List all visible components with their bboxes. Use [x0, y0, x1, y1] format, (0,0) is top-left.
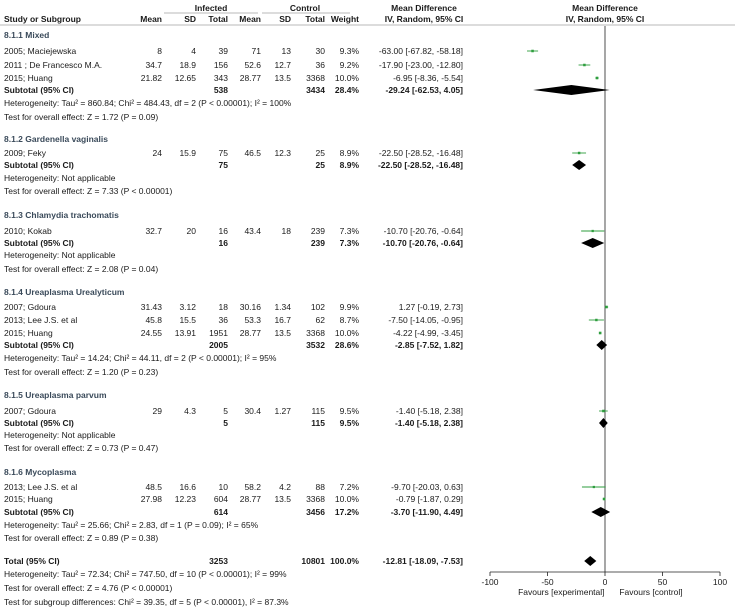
header-study: Study or Subgroup: [4, 14, 81, 24]
control-total: 3368: [306, 328, 325, 338]
subtotal-weight: 28.6%: [334, 340, 359, 350]
subtotal-label: Subtotal (95% CI): [4, 160, 74, 170]
control-mean: 28.77: [239, 73, 261, 83]
infected-total: 1951: [209, 328, 228, 338]
control-sd: 18: [281, 226, 291, 236]
control-sd: 4.2: [279, 482, 291, 492]
header-infected-mean: Mean: [140, 14, 162, 24]
infected-total: 5: [223, 406, 228, 416]
infected-total: 343: [213, 73, 228, 83]
infected-total: 39: [218, 46, 228, 56]
infected-sd: 20: [186, 226, 196, 236]
statistics-note: Test for overall effect: Z = 0.73 (P = 0.47): [4, 443, 159, 453]
infected-sd: 13.91: [174, 328, 196, 338]
statistics-note: Heterogeneity: Tau² = 72.34; Chi² = 747.50, df = 10 (P < 0.00001); I² = 99%: [4, 569, 287, 579]
total-label: Total (95% CI): [4, 556, 60, 566]
control-mean: 30.16: [239, 302, 261, 312]
total-mean-difference-ci: -12.81 [-18.09, -7.53]: [382, 556, 463, 566]
statistics-note: Heterogeneity: Not applicable: [4, 430, 116, 440]
mean-difference-ci: -63.00 [-67.82, -58.18]: [378, 46, 463, 56]
control-mean: 53.3: [244, 315, 261, 325]
mean-difference-ci: -6.95 [-8.36, -5.54]: [393, 73, 463, 83]
control-sd: 13.5: [274, 328, 291, 338]
control-mean: 46.5: [244, 148, 261, 158]
infected-mean: 24: [152, 148, 162, 158]
infected-total: 36: [218, 315, 228, 325]
subtotal-control-total: 115: [311, 418, 325, 428]
study-label: 2013; Lee J.S. et al: [4, 315, 78, 325]
subtotal-mean-difference-ci: -1.40 [-5.18, 2.38]: [394, 418, 463, 428]
control-sd: 16.7: [274, 315, 291, 325]
total-diamond: [584, 556, 596, 566]
subgroup-heading: 8.1.1 Mixed: [4, 30, 50, 40]
infected-mean: 27.98: [140, 494, 162, 504]
mean-difference-ci: -10.70 [-20.76, -0.64]: [383, 226, 463, 236]
study-weight: 9.3%: [339, 46, 359, 56]
header-infected-sd: SD: [184, 14, 196, 24]
statistics-note: Heterogeneity: Tau² = 14.24; Chi² = 44.11, df = 2 (P < 0.00001); I² = 95%: [4, 353, 277, 363]
subtotal-diamond: [591, 507, 610, 517]
study-weight: 7.2%: [339, 482, 359, 492]
study-weight: 9.9%: [339, 302, 359, 312]
control-total: 25: [315, 148, 325, 158]
total-control-total: 10801: [301, 556, 325, 566]
study-point-estimate: [599, 332, 602, 335]
subtotal-control-total: 239: [310, 238, 325, 248]
infected-mean: 31.43: [140, 302, 162, 312]
control-total: 239: [310, 226, 325, 236]
study-point-estimate: [592, 230, 594, 232]
subgroup-heading: 8.1.6 Mycoplasma: [4, 467, 77, 477]
total-weight: 100.0%: [330, 556, 359, 566]
control-total: 102: [310, 302, 325, 312]
study-point-estimate: [595, 319, 597, 321]
subtotal-mean-difference-ci: -29.24 [-62.53, 4.05]: [385, 85, 463, 95]
control-sd: 13: [281, 46, 291, 56]
study-weight: 9.5%: [339, 406, 359, 416]
control-total: 88: [315, 482, 325, 492]
control-total: 3368: [306, 494, 325, 504]
mean-difference-ci: -9.70 [-20.03, 0.63]: [391, 482, 463, 492]
subtotal-infected-total: 5: [223, 418, 228, 428]
statistics-note: Heterogeneity: Not applicable: [4, 173, 116, 183]
subtotal-diamond: [599, 418, 608, 428]
infected-total: 16: [218, 226, 228, 236]
control-sd: 13.5: [274, 494, 291, 504]
study-point-estimate: [602, 410, 605, 413]
x-tick-label: 100: [712, 577, 728, 587]
study-label: 2015; Huang: [4, 494, 53, 504]
statistics-note: Test for overall effect: Z = 4.76 (P < 0.00001): [4, 583, 173, 593]
group-header-infected: Infected: [194, 3, 228, 13]
study-weight: 8.7%: [339, 315, 359, 325]
study-label: 2015; Huang: [4, 328, 53, 338]
study-label: 2007; Gdoura: [4, 302, 56, 312]
statistics-note: Test for overall effect: Z = 2.08 (P = 0.04): [4, 264, 159, 274]
header-control-mean: Mean: [239, 14, 261, 24]
control-mean: 71: [251, 46, 261, 56]
header-method-table: IV, Random, 95% CI: [384, 14, 464, 24]
infected-mean: 29: [152, 406, 162, 416]
subtotal-control-total: 3532: [306, 340, 325, 350]
header-weight: Weight: [330, 14, 359, 24]
control-mean: 43.4: [244, 226, 261, 236]
control-sd: 1.27: [274, 406, 291, 416]
study-point-estimate: [605, 306, 608, 309]
study-label: 2015; Huang: [4, 73, 53, 83]
infected-sd: 15.5: [179, 315, 196, 325]
subtotal-control-total: 3456: [306, 507, 325, 517]
infected-sd: 16.6: [179, 482, 196, 492]
statistics-note: Test for overall effect: Z = 1.20 (P = 0.23): [4, 367, 159, 377]
infected-total: 18: [218, 302, 228, 312]
header-control-sd: SD: [279, 14, 291, 24]
study-label: 2011 ; De Francesco M.A.: [4, 60, 103, 70]
infected-total: 604: [213, 494, 228, 504]
study-point-estimate: [531, 50, 534, 53]
x-tick-label: 0: [602, 577, 608, 587]
subtotal-infected-total: 16: [218, 238, 228, 248]
infected-total: 75: [218, 148, 228, 158]
statistics-note: Test for overall effect: Z = 1.72 (P = 0.09): [4, 112, 159, 122]
subtotal-diamond: [596, 340, 607, 350]
subgroup-heading: 8.1.4 Ureaplasma Urealyticum: [4, 287, 125, 297]
statistics-note: Test for overall effect: Z = 7.33 (P < 0.00001): [4, 186, 173, 196]
subgroup-heading: 8.1.5 Ureaplasma parvum: [4, 390, 107, 400]
favours-control-label: Favours [control]: [619, 587, 683, 597]
total-infected-total: 3253: [209, 556, 228, 566]
study-weight: 10.0%: [334, 328, 359, 338]
infected-sd: 12.65: [174, 73, 196, 83]
control-sd: 1.34: [274, 302, 291, 312]
control-total: 36: [315, 60, 325, 70]
infected-mean: 45.8: [145, 315, 162, 325]
control-mean: 28.77: [239, 328, 261, 338]
x-tick-label: -50: [541, 577, 554, 587]
infected-sd: 3.12: [179, 302, 196, 312]
subtotal-diamond: [572, 160, 586, 170]
study-label: 2007; Gdoura: [4, 406, 56, 416]
study-point-estimate: [596, 77, 599, 80]
mean-difference-ci: -17.90 [-23.00, -12.80]: [378, 60, 463, 70]
mean-difference-ci: -1.40 [-5.18, 2.38]: [395, 406, 463, 416]
infected-mean: 48.5: [145, 482, 162, 492]
infected-sd: 4.3: [184, 406, 196, 416]
mean-difference-ci: -0.79 [-1.87, 0.29]: [395, 494, 463, 504]
header-infected-total: Total: [208, 14, 228, 24]
infected-sd: 12.23: [174, 494, 196, 504]
study-weight: 10.0%: [334, 494, 359, 504]
study-label: 2010; Kokab: [4, 226, 52, 236]
subtotal-label: Subtotal (95% CI): [4, 507, 74, 517]
infected-mean: 24.55: [140, 328, 162, 338]
favours-experimental-label: Favours [experimental]: [518, 587, 605, 597]
subtotal-diamond: [533, 85, 610, 95]
infected-mean: 21.82: [140, 73, 162, 83]
control-total: 62: [315, 315, 325, 325]
study-weight: 8.9%: [339, 148, 359, 158]
study-weight: 10.0%: [334, 73, 359, 83]
subtotal-weight: 8.9%: [339, 160, 359, 170]
mean-difference-ci: -7.50 [-14.05, -0.95]: [388, 315, 463, 325]
subtotal-mean-difference-ci: -10.70 [-20.76, -0.64]: [382, 238, 463, 248]
subtotal-mean-difference-ci: -2.85 [-7.52, 1.82]: [394, 340, 463, 350]
control-total: 3368: [306, 73, 325, 83]
control-total: 30: [315, 46, 325, 56]
header-control-total: Total: [305, 14, 325, 24]
statistics-note: Heterogeneity: Tau² = 25.66; Chi² = 2.83, df = 1 (P = 0.09); I² = 65%: [4, 520, 259, 530]
subtotal-label: Subtotal (95% CI): [4, 85, 74, 95]
control-sd: 12.3: [274, 148, 291, 158]
infected-mean: 34.7: [145, 60, 162, 70]
subtotal-infected-total: 2005: [209, 340, 228, 350]
subtotal-diamond: [581, 238, 604, 248]
subtotal-weight: 17.2%: [334, 507, 359, 517]
mean-difference-ci: -4.22 [-4.99, -3.45]: [393, 328, 463, 338]
control-mean: 58.2: [244, 482, 261, 492]
infected-total: 10: [218, 482, 228, 492]
study-label: 2009; Feky: [4, 148, 47, 158]
infected-sd: 15.9: [179, 148, 196, 158]
x-tick-label: 50: [657, 577, 668, 587]
subtotal-control-total: 3434: [306, 85, 325, 95]
subgroup-heading: 8.1.3 Chlamydia trachomatis: [4, 210, 119, 220]
control-mean: 30.4: [244, 406, 261, 416]
subtotal-weight: 7.3%: [339, 238, 359, 248]
statistics-note: Heterogeneity: Not applicable: [4, 250, 116, 260]
subtotal-label: Subtotal (95% CI): [4, 238, 74, 248]
statistics-note: Test for overall effect: Z = 0.89 (P = 0.38): [4, 533, 159, 543]
study-weight: 9.2%: [339, 60, 359, 70]
study-label: 2005; Maciejewska: [4, 46, 77, 56]
x-tick-label: -100: [481, 577, 499, 587]
statistics-note: Test for subgroup differences: Chi² = 39.35, df = 5 (P < 0.00001), I² = 87.3%: [4, 597, 289, 607]
study-point-estimate: [593, 486, 595, 488]
plot-title: Mean Difference: [572, 3, 638, 13]
group-header-control: Control: [289, 3, 321, 13]
statistics-note: Heterogeneity: Tau² = 860.84; Chi² = 484.43, df = 2 (P < 0.00001); I² = 100%: [4, 98, 292, 108]
mean-difference-ci: -22.50 [-28.52, -16.48]: [378, 148, 463, 158]
control-mean: 28.77: [239, 494, 261, 504]
study-point-estimate: [578, 152, 580, 154]
study-label: 2013; Lee J.S. et al: [4, 482, 78, 492]
study-weight: 7.3%: [339, 226, 359, 236]
subtotal-mean-difference-ci: -22.50 [-28.52, -16.48]: [377, 160, 463, 170]
infected-mean: 8: [157, 46, 162, 56]
infected-sd: 18.9: [179, 60, 196, 70]
study-point-estimate: [583, 64, 586, 67]
subtotal-infected-total: 538: [213, 85, 228, 95]
control-mean: 52.6: [244, 60, 261, 70]
study-point-estimate: [603, 498, 606, 501]
control-sd: 12.7: [274, 60, 291, 70]
infected-mean: 32.7: [145, 226, 162, 236]
mean-difference-ci: 1.27 [-0.19, 2.73]: [398, 302, 463, 312]
subgroup-heading: 8.1.2 Gardenella vaginalis: [4, 134, 108, 144]
subtotal-mean-difference-ci: -3.70 [-11.90, 4.49]: [390, 507, 463, 517]
subtotal-label: Subtotal (95% CI): [4, 340, 74, 350]
plot-subtitle: IV, Random, 95% CI: [565, 14, 645, 24]
subtotal-control-total: 25: [315, 160, 325, 170]
subtotal-infected-total: 75: [218, 160, 228, 170]
control-total: 115: [311, 406, 325, 416]
infected-sd: 4: [191, 46, 196, 56]
infected-total: 156: [213, 60, 228, 70]
header-mean-difference-table: Mean Difference: [391, 3, 457, 13]
subtotal-label: Subtotal (95% CI): [4, 418, 74, 428]
subtotal-weight: 28.4%: [334, 85, 359, 95]
subtotal-infected-total: 614: [213, 507, 228, 517]
control-sd: 13.5: [274, 73, 291, 83]
subtotal-weight: 9.5%: [339, 418, 359, 428]
